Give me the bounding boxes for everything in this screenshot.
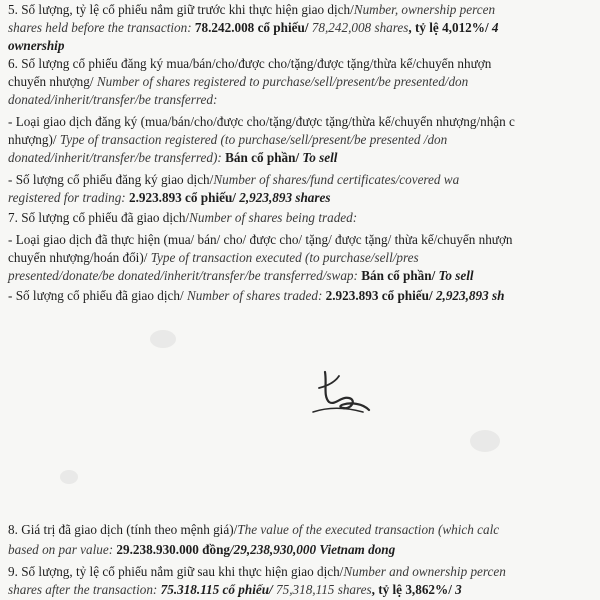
text-run: To sell	[438, 268, 474, 283]
text-run: - Số lượng cổ phiếu đã giao dịch/	[8, 288, 187, 303]
text-run: 75,318,115 shares	[272, 582, 372, 597]
text-run: chuyển nhượng/	[8, 74, 97, 89]
text-run: - Loại giao dịch đăng ký (mua/bán/cho/được cho/tặng/được tặng/thừa kế/chuyển nhượng/nhận c	[8, 114, 515, 129]
text-run: donated/inherit/transfer/be transferred:	[8, 92, 218, 107]
text-run: shares after the transaction:	[8, 582, 161, 597]
text-run: 7. Số lượng cổ phiếu đã giao dịch/	[8, 210, 190, 225]
text-run: 75.318.115 cổ phiếu/	[160, 582, 273, 597]
text-run: 2.923.893 cổ phiếu/	[325, 288, 436, 303]
text-run: - Số lượng cổ phiếu đăng ký giao dịch/	[8, 172, 214, 187]
text-line-l11	[8, 189, 600, 206]
text-run: - Loại giao dịch đã thực hiện (mua/ bán/ cho/ được cho/ tặng/ được tặng/ thừa kế/chuyển nhượn	[8, 232, 513, 247]
text-line-l13	[8, 231, 600, 248]
text-line-l17	[8, 521, 600, 538]
text-run: Number of shares registered to purchase/sell/present/be presented/don	[96, 74, 469, 89]
text-run: , tỷ lệ 3,862%/	[371, 582, 452, 597]
text-run: Type of transaction registered (to purchase/sell/present/be presented /don	[59, 132, 448, 147]
scan-speck	[150, 330, 176, 348]
text-run: Number of shares/fund certificates/covered wa	[213, 172, 460, 187]
text-run: 5. Số lượng, tỷ lệ cổ phiếu nắm giữ trước khi thực hiện giao dịch/	[8, 2, 354, 17]
text-run: Type of transaction executed (to purchase/sell/pres	[150, 250, 419, 265]
text-line-l6	[8, 91, 600, 108]
text-line-l3	[8, 37, 600, 54]
text-run: chuyển nhượng/hoán đổi)/	[8, 250, 151, 265]
text-line-l4	[8, 55, 600, 72]
handwritten-signature	[305, 362, 375, 422]
text-run: 78,242,008 shares	[308, 20, 409, 35]
text-run: registered for trading:	[8, 190, 129, 205]
text-line-l10	[8, 171, 600, 188]
text-line-l16	[8, 287, 600, 304]
text-line-l7	[8, 113, 600, 130]
text-line-l2	[8, 19, 600, 36]
text-run: 6. Số lượng cổ phiếu đăng ký mua/bán/cho/được cho/tặng/được tặng/thừa kế/chuyển nhượn	[8, 56, 492, 71]
text-run: 9. Số lượng, tỷ lệ cổ phiếu nắm giữ sau khi thực hiện giao dịch/	[8, 564, 344, 579]
text-run: Number of shares traded:	[186, 288, 326, 303]
text-run: 3	[451, 582, 462, 597]
text-line-l20	[8, 581, 600, 598]
scan-speck	[60, 470, 78, 484]
text-run: 2,923,893 sh	[435, 288, 505, 303]
text-line-l15	[8, 267, 600, 284]
text-run: 8. Giá trị đã giao dịch (tính theo mệnh giá)/	[8, 522, 238, 537]
text-line-l8	[8, 131, 600, 148]
text-run: 2.923.893 cổ phiếu/	[129, 190, 240, 205]
text-run: Bán cổ phần/	[225, 150, 303, 165]
text-run: 4	[488, 20, 499, 35]
text-run: 2,923,893 shares	[239, 190, 331, 205]
text-line-l5	[8, 73, 600, 90]
text-run: ownership	[8, 38, 65, 53]
text-run: /29,238,930,000 Vietnam dong	[230, 542, 396, 557]
text-run: Number of shares being traded:	[189, 210, 358, 225]
text-run: To sell	[302, 150, 338, 165]
text-line-l14	[8, 249, 600, 266]
text-run: donated/inherit/transfer/be transferred):	[8, 150, 226, 165]
text-line-l19	[8, 563, 600, 580]
text-line-l1	[8, 1, 600, 18]
text-run: Bán cổ phần/	[361, 268, 439, 283]
text-run: shares held before the transaction:	[8, 20, 195, 35]
text-run: 78.242.008 cổ phiếu/	[194, 20, 309, 35]
text-run: 29.238.930.000 đồng	[116, 542, 230, 557]
text-run: based on par value:	[8, 542, 117, 557]
text-run: presented/donate/be donated/inherit/transfer/be transferred/swap:	[8, 268, 362, 283]
scan-speck	[470, 430, 500, 452]
text-run: Number, ownership percen	[353, 2, 496, 17]
text-line-l18	[8, 541, 600, 558]
text-run: nhượng)/	[8, 132, 60, 147]
text-line-l12	[8, 209, 600, 226]
text-run: Number and ownership percen	[343, 564, 506, 579]
text-run: The value of the executed transaction (which calc	[237, 522, 500, 537]
text-run: , tỷ lệ 4,012%/	[408, 20, 489, 35]
text-line-l9	[8, 149, 600, 166]
